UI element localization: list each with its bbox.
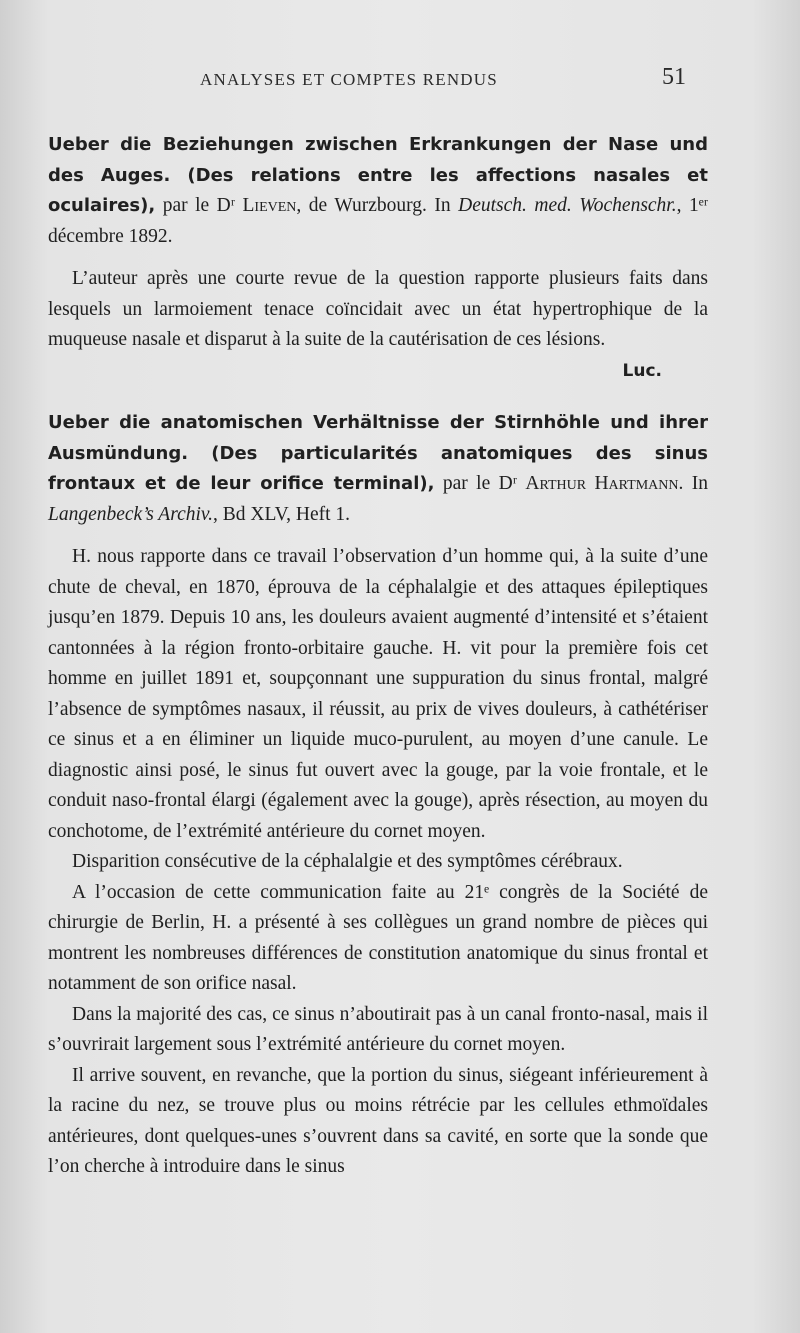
running-title: ANALYSES ET COMPTES RENDUS <box>200 70 498 89</box>
article-1-citation-mid: , de Wurzbourg. In <box>296 195 459 216</box>
article-2-title: Ueber die anatomischen Verhältnisse der Stirnhöhle und ihrer Ausmündung. (Des particularités anatomiques des sinus frontaux et de leur orifice terminal), <box>48 412 708 494</box>
article-1-title: Ueber die Beziehungen zwischen Erkrankungen der Nase und des Auges. (Des relations entre les affections nasales et oculaires), <box>48 134 708 216</box>
article-1-signature-line <box>48 356 708 387</box>
article-2-citation-mid: . In <box>678 473 709 494</box>
article-2-citation-post: , Bd XLV, Heft 1. <box>213 503 351 525</box>
article-2-paragraph: Dans la majorité des cas, ce sinus n’aboutirait pas à un canal fronto-nasal, mais il s’ouvrirait largement sous l’extrémité antérieure du cornet moyen. <box>48 1003 708 1055</box>
page-header <box>200 64 690 104</box>
article-1-journal: Deutsch. med. Wochenschr. <box>458 195 677 216</box>
article-2-journal: Langenbeck’s Archiv. <box>48 503 213 525</box>
article-2-paragraph: A l’occasion de cette communication faite au 21ᵉ congrès de la Société de chirurgie de Berlin, H. a présenté à ses collègues un grand nombre de pièces qui montrent les nombreuses différences de constitution anatomique du sinus frontal et notamment de son orifice nasal. <box>48 881 708 994</box>
page-content <box>48 130 708 1183</box>
article-2-citation-pre: par le Dʳ <box>434 473 526 494</box>
article-2-author: Arthur Hartmann <box>525 473 679 494</box>
article-1-citation-pre: par le Dʳ <box>155 195 243 216</box>
article-1-signature: Luc. <box>622 360 662 381</box>
article-2-paragraph: Il arrive souvent, en revanche, que la portion du sinus, siégeant inférieurement à la racine du nez, se trouve plus ou moins rétrécie par les cellules ethmoïdales antérieures, dont quelques-unes s’ouvrent dans sa cavité, en sorte que la sonde que l’on cherche à introduire dans le sinus <box>48 1064 708 1177</box>
article-1-author: Lieven <box>242 195 297 216</box>
page-number: 51 <box>662 64 686 90</box>
article-1-body: L’auteur après une courte revue de la question rapporte plusieurs faits dans lesquels un larmoiement tenace coïncidait avec un état hypertrophique de la muqueuse nasale et disparut à la suite de la cautérisation de ces lésions. <box>48 268 708 350</box>
article-2-heading <box>48 408 708 530</box>
article-1-heading <box>48 130 708 252</box>
article-1-citation-post: , 1ᵉʳ décembre 1892. <box>48 195 708 247</box>
article-2-paragraph: Disparition consécutive de la céphalalgie et des symptômes cérébraux. <box>72 851 623 872</box>
article-2-paragraph: H. nous rapporte dans ce travail l’observation d’un homme qui, à la suite d’une chute de cheval, en 1870, éprouva de la céphalalgie et des attaques épileptiques jusqu’en 1879. Depuis 10 ans, les douleurs avaient augmenté d’intensité et s’étaient cantonnées à la région fronto-orbitaire gauche. H. vit pour la première fois cet homme en juillet 1891 et, soupçonnant une suppuration du sinus frontal, malgré l’absence de symptômes nasaux, il réussit, au prix de vives douleurs, à cathétériser ce sinus et a en éliminer un liquide muco-purulent, au moyen d’une canule. Le diagnostic ainsi posé, le sinus fut ouvert avec la gouge, par la voie frontale, et le conduit naso-frontal élargi (également avec la gouge), après résection, au moyen du conchotome, de l’extrémité antérieure du cornet moyen. <box>48 546 708 842</box>
